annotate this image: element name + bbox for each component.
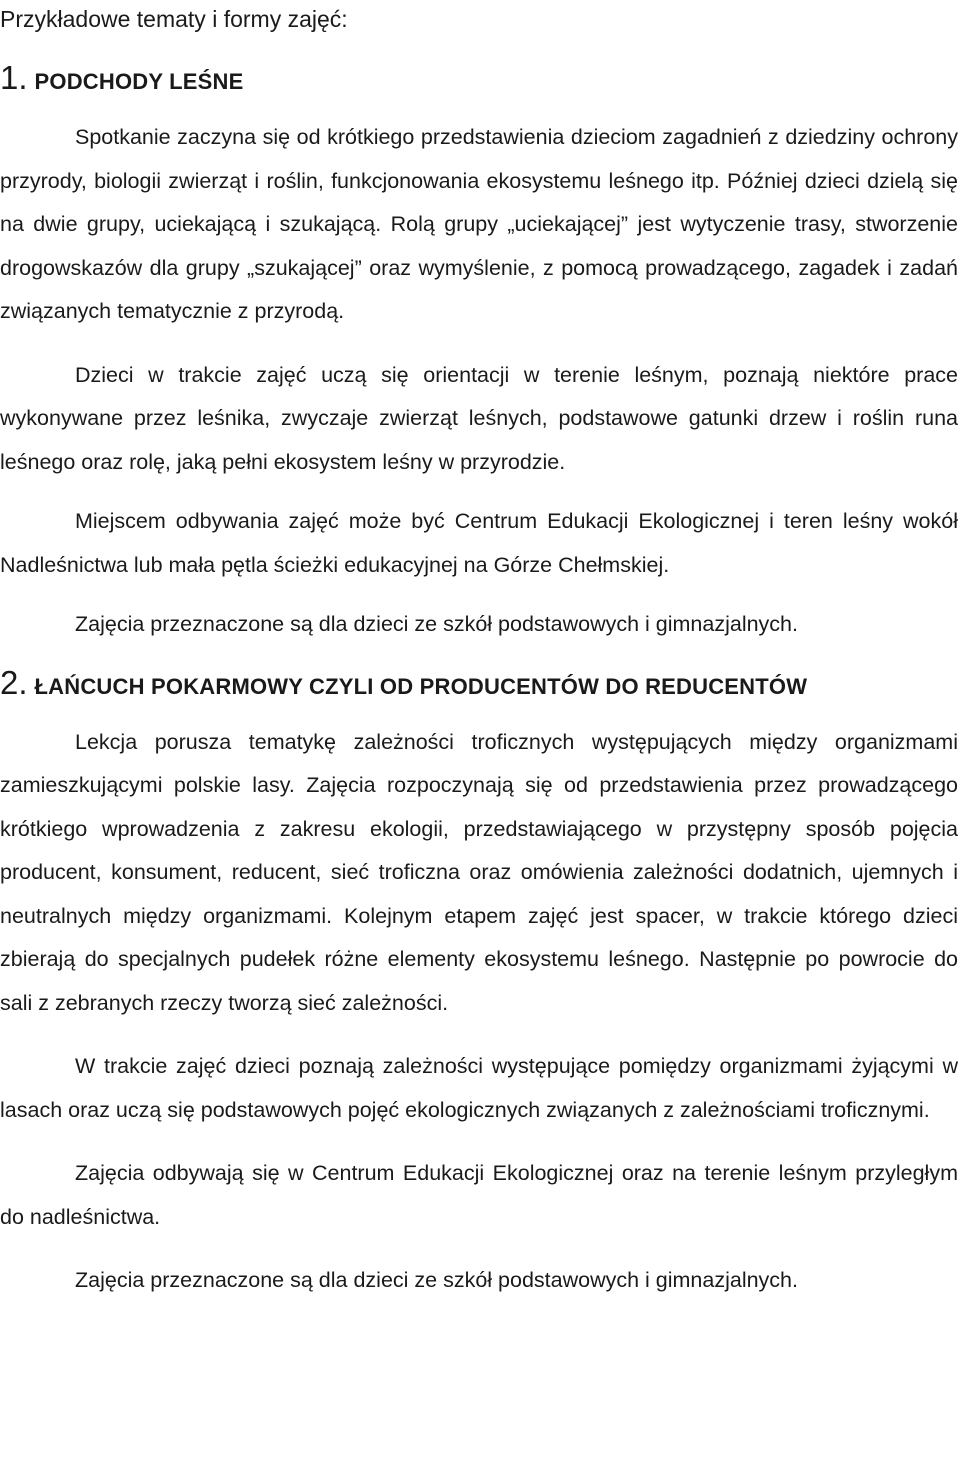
section-2-paragraph-2: W trakcie zajęć dzieci poznają zależności występujące pomiędzy organizmami żyjącymi w lasach oraz uczą się podstawowych pojęć ekologicznych związanych z zależnościami troficznymi. <box>0 1054 958 1122</box>
intro-heading: Przykładowe tematy i formy zajęć: <box>0 6 348 32</box>
section-1-paragraph-1: Spotkanie zaczyna się od krótkiego przedstawienia dzieciom zagadnień z dziedziny ochrony przyrody, biologii zwierząt i roślin, funkcjonowania ekosystemu leśnego itp. Później dzieci dzielą się na dwie grupy, uciekającą i szukającą. Rolą grupy „uciekającej” jest wytyczenie trasy, stworzenie drogowskazów dla grupy „szukającej” oraz wymyślenie, z pomocą prowadzącego, zagadek i zadań związanych tematycznie z przyrodą. <box>0 125 958 323</box>
section-1-number: 1. <box>0 59 28 96</box>
section-1-paragraph-3: Miejscem odbywania zajęć może być Centrum Edukacji Ekologicznej i teren leśny wokół Nadleśnictwa lub mała pętla ścieżki edukacyjnej na Górze Chełmskiej. <box>0 509 958 577</box>
section-2-title: ŁAŃCUCH POKARMOWY CZYLI OD PRODUCENTÓW DO REDUCENTÓW <box>34 673 808 699</box>
section-2-paragraph-1: Lekcja porusza tematykę zależności troficznych występujących między organizmami zamieszkującymi polskie lasy. Zajęcia rozpoczynają się od przedstawienia przez prowadzącego krótkiego wprowadzenia z zakresu ekologii, przedstawiającego w przystępny sposób pojęcia producent, konsument, reducent, sieć troficzna oraz omówienia zależności dodatnich, ujemnych i neutralnych między organizmami. Kolejnym etapem zajęć jest spacer, w trakcie którego dzieci zbierają do specjalnych pudełek różne elementy ekosystemu leśnego. Następnie po powrocie do sali z zebranych rzeczy tworzą sieć zależności. <box>0 729 958 1015</box>
section-1-paragraph-2: Dzieci w trakcie zajęć uczą się orientacji w terenie leśnym, poznają niektóre prace wykonywane przez leśnika, zwyczaje zwierząt leśnych, podstawowe gatunki drzew i roślin runa leśnego oraz rolę, jaką pełni ekosystem leśny w przyrodzie. <box>0 362 958 474</box>
section-2-heading <box>0 663 958 703</box>
section-1-title: PODCHODY LEŚNE <box>34 69 244 94</box>
section-2-paragraph-4: Zajęcia przeznaczone są dla dzieci ze szkół podstawowych i gimnazjalnych. <box>75 1268 798 1292</box>
section-1-paragraph-4: Zajęcia przeznaczone są dla dzieci ze szkół podstawowych i gimnazjalnych. <box>75 612 798 636</box>
section-2-paragraph-3: Zajęcia odbywają się w Centrum Edukacji Ekologicznej oraz na terenie leśnym przyległym do nadleśnictwa. <box>0 1161 958 1229</box>
section-1-heading <box>0 58 958 98</box>
section-2-number: 2. <box>0 663 28 701</box>
